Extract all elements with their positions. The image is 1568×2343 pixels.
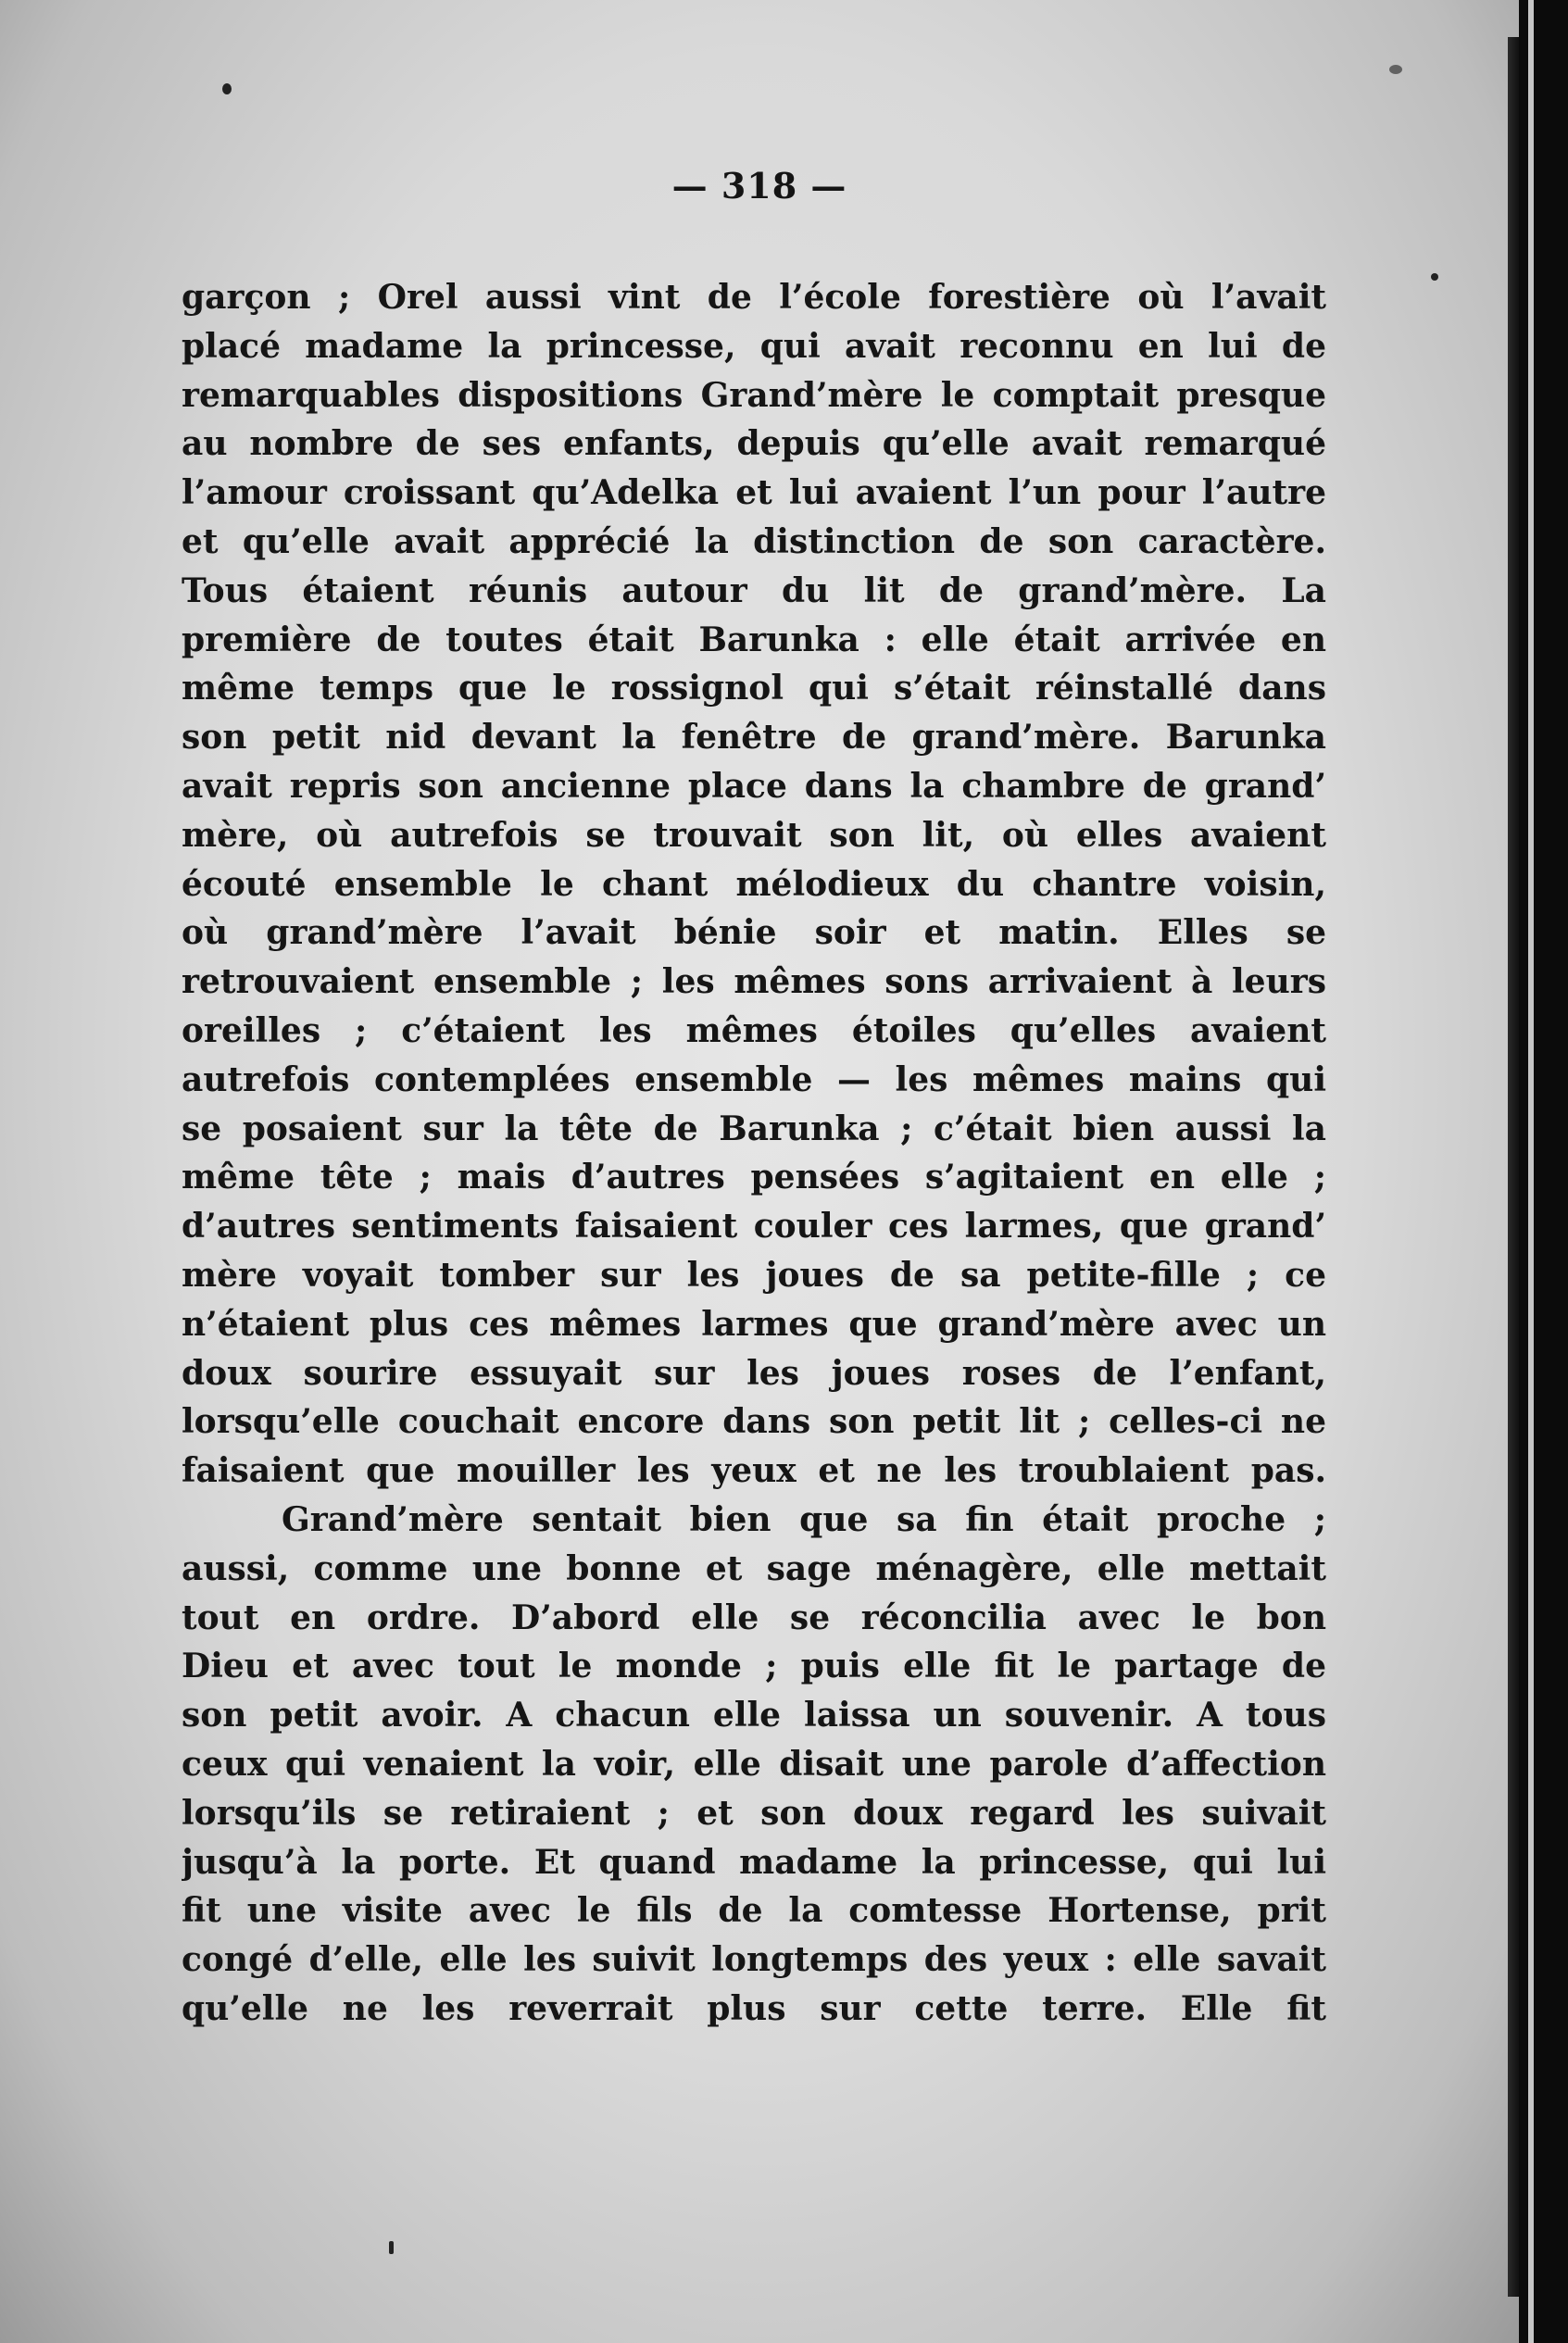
text-line: avait repris son ancienne place dans la chambre de grand’ [182, 766, 1326, 806]
text-line: Dieu et avec tout le monde ; puis elle fit le partage de [182, 1647, 1326, 1686]
scan-speck [222, 83, 232, 94]
text-line: n’étaient plus ces mêmes larmes que grand’mère avec un [182, 1304, 1326, 1344]
text-line: fit une visite avec le fils de la comtesse Hortense, prit [182, 1891, 1326, 1931]
text-line: placé madame la princesse, qui avait reconnu en lui de [182, 326, 1326, 366]
text-line: oreilles ; c’étaient les mêmes étoiles qu’elles avaient [182, 1010, 1326, 1050]
scan-speck [389, 2241, 394, 2254]
text-line: son petit nid devant la fenêtre de grand’mère. Barunka [182, 718, 1326, 758]
body-text [182, 273, 1326, 2034]
text-line: doux sourire essuyait sur les joues roses de l’enfant, [182, 1353, 1326, 1393]
scan-speck [1389, 65, 1402, 74]
text-line: Tous étaient réunis autour du lit de grand’mère. La [182, 570, 1326, 610]
text-line: où grand’mère l’avait bénie soir et matin. Elles se [182, 913, 1326, 953]
paragraph-start-line: Grand’mère sentait bien que sa fin était proche ; [282, 1499, 1326, 1539]
page-edge-shadow [1508, 37, 1519, 2297]
text-line: d’autres sentiments faisaient couler ces larmes, que grand’ [182, 1207, 1326, 1247]
binding-edge [1528, 0, 1534, 2343]
text-line: écouté ensemble le chant mélodieux du chantre voisin, [182, 864, 1326, 904]
text-line: se posaient sur la tête de Barunka ; c’était bien aussi la [182, 1109, 1326, 1148]
text-line: aussi, comme une bonne et sage ménagère, elle mettait [182, 1548, 1326, 1588]
text-line: mère, où autrefois se trouvait son lit, où elles avaient [182, 815, 1326, 855]
text-line: première de toutes était Barunka : elle était arrivée en [182, 620, 1326, 659]
paragraph-end-line: faisaient que mouiller les yeux et ne les troublaient pas. [182, 1451, 1326, 1491]
text-line: lorsqu’elle couchait encore dans son petit lit ; celles-ci ne [182, 1402, 1326, 1442]
text-line: et qu’elle avait apprécié la distinction de son caractère. [182, 521, 1326, 561]
text-line: remarquables dispositions Grand’mère le comptait presque [182, 375, 1326, 415]
text-line: même tête ; mais d’autres pensées s’agitaient en elle ; [182, 1158, 1326, 1197]
text-line: autrefois contemplées ensemble — les mêmes mains qui [182, 1059, 1326, 1099]
text-line: congé d’elle, elle les suivit longtemps des yeux : elle savait [182, 1940, 1326, 1980]
text-line: l’amour croissant qu’Adelka et lui avaient l’un pour l’autre [182, 473, 1326, 513]
text-line: lorsqu’ils se retiraient ; et son doux regard les suivait [182, 1793, 1326, 1833]
text-line: mère voyait tomber sur les joues de sa petite-fille ; ce [182, 1255, 1326, 1295]
text-line: son petit avoir. A chacun elle laissa un souvenir. A tous [182, 1696, 1326, 1735]
text-line: jusqu’à la porte. Et quand madame la princesse, qui lui [182, 1842, 1326, 1882]
text-line: retrouvaient ensemble ; les mêmes sons arrivaient à leurs [182, 962, 1326, 1002]
text-line: qu’elle ne les reverrait plus sur cette terre. Elle fit [182, 1988, 1326, 2028]
text-line: au nombre de ses enfants, depuis qu’elle avait remarqué [182, 424, 1326, 464]
text-line: même temps que le rossignol qui s’était réinstallé dans [182, 669, 1326, 708]
page-number: — 318 — [671, 165, 847, 207]
text-line: tout en ordre. D’abord elle se réconcilia avec le bon [182, 1598, 1326, 1637]
text-line: ceux qui venaient la voir, elle disait une parole d’affection [182, 1744, 1326, 1784]
scan-speck [1431, 273, 1438, 281]
text-line: garçon ; Orel aussi vint de l’école forestière où l’avait [182, 278, 1326, 317]
